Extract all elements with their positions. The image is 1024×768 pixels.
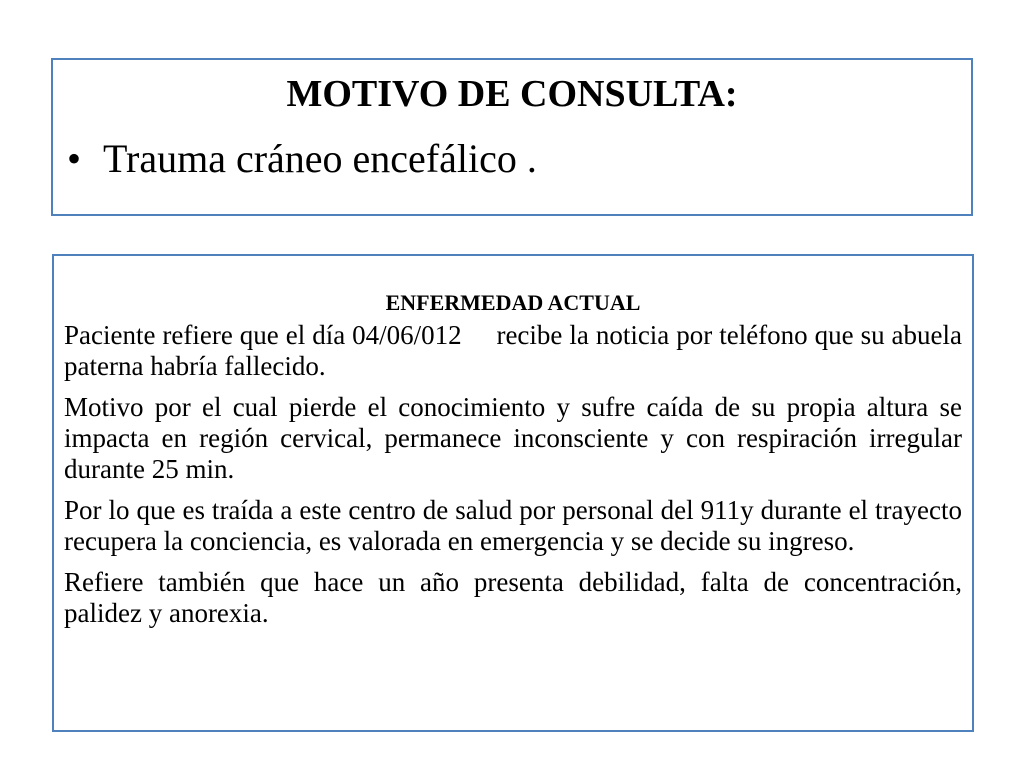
current-illness-content <box>64 256 969 639</box>
bullet-icon: • <box>67 136 82 181</box>
current-illness-paragraph-3: Por lo que es traída a este centro de salud por personal del 911y durante el trayecto recupera la conciencia, es valorada en emergencia y se decide su ingreso. <box>64 495 969 556</box>
consultation-reason-item <box>67 134 537 184</box>
consultation-reason-text: Trauma cráneo encefálico . <box>103 136 537 181</box>
current-illness-box <box>52 254 974 732</box>
current-illness-paragraph-4: Refiere también que hace un año presenta debilidad, falta de concentración, palidez y anorexia. <box>64 567 969 628</box>
consultation-reason-title: MOTIVO DE CONSULTA: <box>286 73 738 115</box>
current-illness-paragraph-2: Motivo por el cual pierde el conocimiento y sufre caída de su propia altura se impacta en región cervical, permanece inconsciente y con respiración irregular durante 25 min. <box>64 392 969 484</box>
current-illness-paragraph-1: Paciente refiere que el día 04/06/012 recibe la noticia por teléfono que su abuela paterna habría fallecido. <box>64 320 969 381</box>
consultation-reason-box <box>51 58 973 216</box>
current-illness-title: ENFERMEDAD ACTUAL <box>385 290 641 315</box>
